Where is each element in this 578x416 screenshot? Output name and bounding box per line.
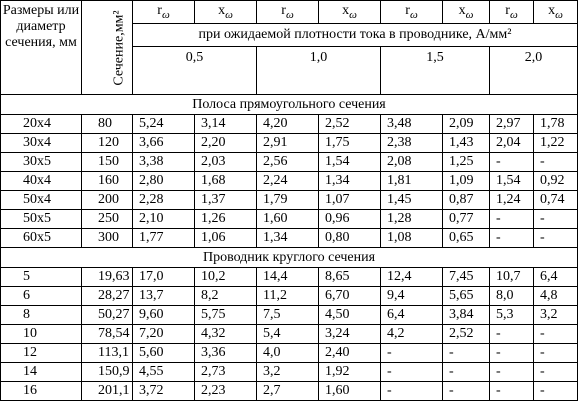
value-cell: 2,56 xyxy=(257,153,319,172)
value-cell: 7,20 xyxy=(133,325,195,344)
value-cell: 0,65 xyxy=(443,229,490,248)
value-cell: 2,7 xyxy=(257,382,319,401)
area-cell: 50,27 xyxy=(82,306,133,325)
value-cell: 1,37 xyxy=(195,191,257,210)
table-row xyxy=(1,172,578,191)
value-cell: - xyxy=(381,382,443,401)
value-cell: 3,2 xyxy=(534,306,578,325)
value-cell: 4,50 xyxy=(319,306,381,325)
value-cell: 2,09 xyxy=(443,115,490,134)
value-cell: 1,34 xyxy=(319,172,381,191)
value-cell: - xyxy=(490,344,534,363)
value-cell: 2,91 xyxy=(257,134,319,153)
value-cell: 6,4 xyxy=(534,268,578,287)
value-cell: 1,43 xyxy=(443,134,490,153)
value-cell: 4,55 xyxy=(133,363,195,382)
value-cell: - xyxy=(534,229,578,248)
size-cell: 5 xyxy=(1,268,82,287)
area-cell: 300 xyxy=(82,229,133,248)
value-cell: - xyxy=(534,382,578,401)
value-cell: - xyxy=(443,344,490,363)
value-cell: 1,24 xyxy=(490,191,534,210)
size-cell: 8 xyxy=(1,306,82,325)
value-cell: 1,09 xyxy=(443,172,490,191)
value-cell: - xyxy=(490,210,534,229)
size-cell: 50x4 xyxy=(1,191,82,210)
value-cell: 1,28 xyxy=(381,210,443,229)
value-cell: 10,2 xyxy=(195,268,257,287)
value-cell: 1,81 xyxy=(381,172,443,191)
value-cell: - xyxy=(490,382,534,401)
value-cell: 1,77 xyxy=(133,229,195,248)
table-row xyxy=(1,210,578,229)
value-cell: 1,54 xyxy=(490,172,534,191)
value-cell: 8,0 xyxy=(490,287,534,306)
value-cell: 1,79 xyxy=(257,191,319,210)
area-cell: 150 xyxy=(82,153,133,172)
area-cell: 80 xyxy=(82,115,133,134)
area-cell: 120 xyxy=(82,134,133,153)
table-row xyxy=(1,363,578,382)
table-row xyxy=(1,153,578,172)
density-caption: при ожидаемой плотности тока в проводнике, А/мм² xyxy=(133,24,578,47)
area-cell: 201,1 xyxy=(82,382,133,401)
value-cell: 2,28 xyxy=(133,191,195,210)
value-cell: 4,20 xyxy=(257,115,319,134)
size-cell: 10 xyxy=(1,325,82,344)
value-cell: 5,75 xyxy=(195,306,257,325)
value-cell: 2,52 xyxy=(319,115,381,134)
value-cell: 3,48 xyxy=(381,115,443,134)
value-cell: 0,92 xyxy=(534,172,578,191)
table-row xyxy=(1,344,578,363)
symbol-header: $x_\omega$ xyxy=(443,1,490,24)
section-heading-row xyxy=(1,95,578,115)
value-cell: 8,2 xyxy=(195,287,257,306)
area-cell: 250 xyxy=(82,210,133,229)
value-cell: 3,14 xyxy=(195,115,257,134)
value-cell: 3,66 xyxy=(133,134,195,153)
value-cell: 4,32 xyxy=(195,325,257,344)
value-cell: 1,60 xyxy=(319,382,381,401)
value-cell: - xyxy=(534,363,578,382)
value-cell: 7,45 xyxy=(443,268,490,287)
value-cell: 0,96 xyxy=(319,210,381,229)
value-cell: 17,0 xyxy=(133,268,195,287)
value-cell: 1,26 xyxy=(195,210,257,229)
symbol-header: $r_\omega$ xyxy=(490,1,534,24)
section-header xyxy=(82,1,133,95)
value-cell: 3,36 xyxy=(195,344,257,363)
value-cell: - xyxy=(381,344,443,363)
value-cell: - xyxy=(381,363,443,382)
value-cell: 2,52 xyxy=(443,325,490,344)
value-cell: 4,8 xyxy=(534,287,578,306)
value-cell: 2,73 xyxy=(195,363,257,382)
value-cell: 1,06 xyxy=(195,229,257,248)
value-cell: 3,38 xyxy=(133,153,195,172)
symbol-header: $x_\omega$ xyxy=(195,1,257,24)
table-row xyxy=(1,134,578,153)
symbol-header: $x_\omega$ xyxy=(534,1,578,24)
value-cell: 12,4 xyxy=(381,268,443,287)
value-cell: 5,60 xyxy=(133,344,195,363)
value-cell: 1,08 xyxy=(381,229,443,248)
area-cell: 160 xyxy=(82,172,133,191)
value-cell: 2,40 xyxy=(319,344,381,363)
value-cell: 1,92 xyxy=(319,363,381,382)
value-cell: - xyxy=(443,363,490,382)
area-cell: 150,9 xyxy=(82,363,133,382)
value-cell: 5,4 xyxy=(257,325,319,344)
value-cell: 11,2 xyxy=(257,287,319,306)
size-cell: 60x5 xyxy=(1,229,82,248)
value-cell: 9,4 xyxy=(381,287,443,306)
value-cell: 3,72 xyxy=(133,382,195,401)
area-cell: 19,63 xyxy=(82,268,133,287)
value-cell: 14,4 xyxy=(257,268,319,287)
size-cell: 40x4 xyxy=(1,172,82,191)
value-cell: 1,22 xyxy=(534,134,578,153)
size-cell: 14 xyxy=(1,363,82,382)
value-cell: 2,80 xyxy=(133,172,195,191)
value-cell: 0,87 xyxy=(443,191,490,210)
value-cell: 13,7 xyxy=(133,287,195,306)
area-cell: 113,1 xyxy=(82,344,133,363)
value-cell: 6,4 xyxy=(381,306,443,325)
value-cell: 1,34 xyxy=(257,229,319,248)
value-cell: - xyxy=(534,325,578,344)
size-cell: 30x4 xyxy=(1,134,82,153)
value-cell: 2,38 xyxy=(381,134,443,153)
value-cell: 3,24 xyxy=(319,325,381,344)
value-cell: - xyxy=(490,363,534,382)
symbol-header: $x_\omega$ xyxy=(319,1,381,24)
value-cell: 8,65 xyxy=(319,268,381,287)
value-cell: 0,80 xyxy=(319,229,381,248)
section-header-label: Сечение,мм² xyxy=(111,9,127,86)
area-cell: 200 xyxy=(82,191,133,210)
table-row xyxy=(1,325,578,344)
value-cell: - xyxy=(534,153,578,172)
value-cell: 2,23 xyxy=(195,382,257,401)
value-cell: 1,54 xyxy=(319,153,381,172)
area-cell: 78,54 xyxy=(82,325,133,344)
density-value: 2,0 xyxy=(490,47,578,95)
value-cell: 0,77 xyxy=(443,210,490,229)
value-cell: - xyxy=(534,344,578,363)
density-value: 1,5 xyxy=(381,47,490,95)
value-cell: 9,60 xyxy=(133,306,195,325)
value-cell: - xyxy=(490,229,534,248)
value-cell: 3,84 xyxy=(443,306,490,325)
corner-header: Размеры или диаметр сечения, мм xyxy=(1,1,82,95)
density-value: 0,5 xyxy=(133,47,257,95)
value-cell: 1,75 xyxy=(319,134,381,153)
value-cell: 1,25 xyxy=(443,153,490,172)
value-cell: 1,68 xyxy=(195,172,257,191)
value-cell: - xyxy=(490,325,534,344)
value-cell: 5,24 xyxy=(133,115,195,134)
value-cell: 4,0 xyxy=(257,344,319,363)
size-cell: 16 xyxy=(1,382,82,401)
table-row xyxy=(1,229,578,248)
value-cell: 1,60 xyxy=(257,210,319,229)
symbol-header: $r_\omega$ xyxy=(257,1,319,24)
density-value: 1,0 xyxy=(257,47,381,95)
value-cell: 2,08 xyxy=(381,153,443,172)
table-row xyxy=(1,287,578,306)
value-cell: 2,03 xyxy=(195,153,257,172)
value-cell: 0,74 xyxy=(534,191,578,210)
value-cell: 5,3 xyxy=(490,306,534,325)
table-body xyxy=(1,95,578,401)
value-cell: 5,65 xyxy=(443,287,490,306)
value-cell: - xyxy=(534,210,578,229)
section-title: Проводник круглого сечения xyxy=(1,248,578,268)
size-cell: 20x4 xyxy=(1,115,82,134)
value-cell: 1,78 xyxy=(534,115,578,134)
value-cell: - xyxy=(443,382,490,401)
size-cell: 50x5 xyxy=(1,210,82,229)
size-cell: 12 xyxy=(1,344,82,363)
value-cell: 3,2 xyxy=(257,363,319,382)
table-row xyxy=(1,306,578,325)
value-cell: 2,97 xyxy=(490,115,534,134)
table-row xyxy=(1,382,578,401)
table-row xyxy=(1,191,578,210)
value-cell: - xyxy=(490,153,534,172)
value-cell: 2,24 xyxy=(257,172,319,191)
section-heading-row xyxy=(1,248,578,268)
value-cell: 2,10 xyxy=(133,210,195,229)
section-title: Полоса прямоугольного сечения xyxy=(1,95,578,115)
symbol-header: $r_\omega$ xyxy=(381,1,443,24)
size-cell: 6 xyxy=(1,287,82,306)
value-cell: 7,5 xyxy=(257,306,319,325)
table-row xyxy=(1,268,578,287)
value-cell: 10,7 xyxy=(490,268,534,287)
value-cell: 2,04 xyxy=(490,134,534,153)
area-cell: 28,27 xyxy=(82,287,133,306)
table-row xyxy=(1,115,578,134)
value-cell: 6,70 xyxy=(319,287,381,306)
value-cell: 1,07 xyxy=(319,191,381,210)
value-cell: 1,45 xyxy=(381,191,443,210)
size-cell: 30x5 xyxy=(1,153,82,172)
value-cell: 2,20 xyxy=(195,134,257,153)
symbol-header: $r_\omega$ xyxy=(133,1,195,24)
value-cell: 4,2 xyxy=(381,325,443,344)
